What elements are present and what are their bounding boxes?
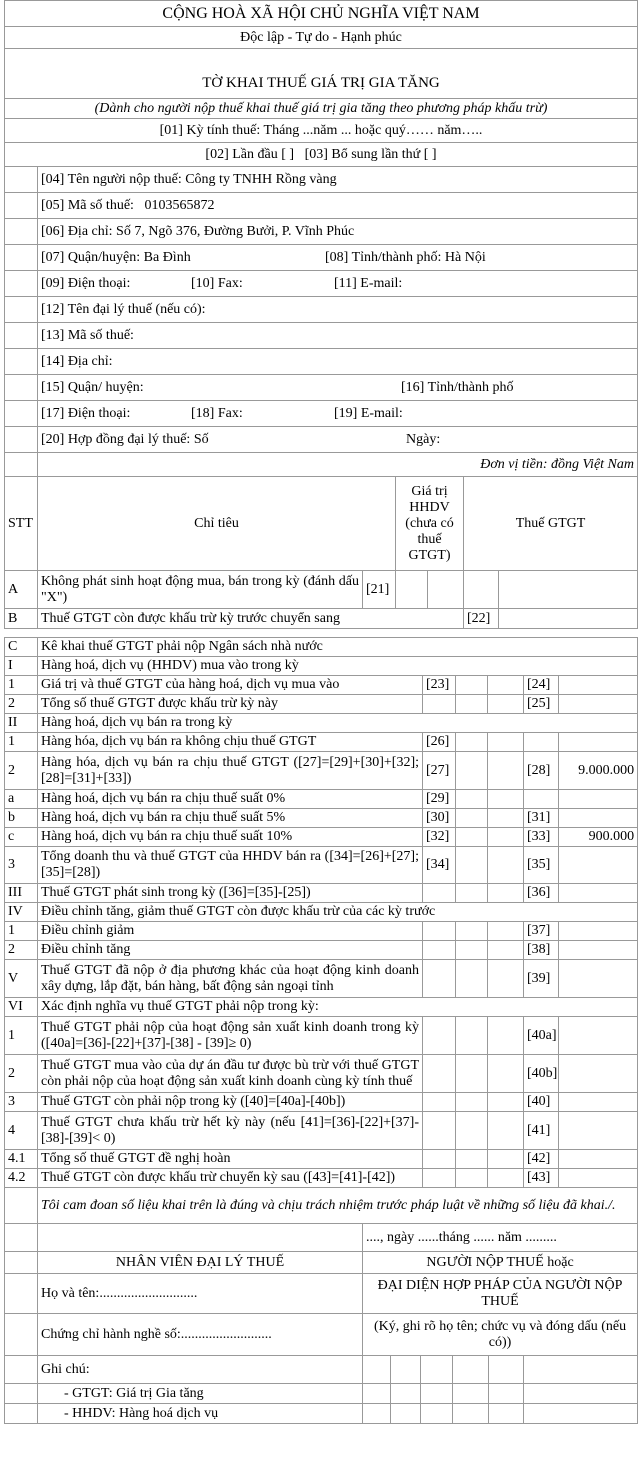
- row-stt: b: [5, 809, 38, 828]
- row-value-amount[interactable]: [488, 941, 524, 960]
- row-code2: [33]: [524, 828, 559, 847]
- row-code1: [423, 695, 456, 714]
- row-value-box[interactable]: [456, 752, 488, 790]
- row-vat-amount[interactable]: [559, 1169, 638, 1188]
- table-row: [5, 657, 638, 676]
- row-value-amount[interactable]: [488, 752, 524, 790]
- table-row: [5, 695, 638, 714]
- agent-location-row: [38, 375, 638, 401]
- row-vat-amount[interactable]: [559, 922, 638, 941]
- row-stt: a: [5, 790, 38, 809]
- row-vat-amount[interactable]: [559, 884, 638, 903]
- taxpayer-location-row: [38, 245, 638, 271]
- row-label: Tổng số thuế GTGT đề nghị hoàn: [38, 1150, 423, 1169]
- table-row: [5, 1017, 638, 1055]
- row-value-amount[interactable]: [488, 922, 524, 941]
- row-value-amount[interactable]: [488, 847, 524, 884]
- agent-tax-code: [13] Mã số thuế:: [38, 323, 638, 349]
- table-row: [5, 922, 638, 941]
- row-stt: 4.1: [5, 1150, 38, 1169]
- row-stt: IV: [5, 903, 38, 922]
- row-code2: [524, 733, 559, 752]
- table-row: [5, 847, 638, 884]
- row-label: Điều chỉnh tăng, giảm thuế GTGT còn được khấu trừ của các kỳ trước: [38, 903, 638, 922]
- row-value-amount[interactable]: [488, 733, 524, 752]
- row-label: Hàng hóa, dịch vụ bán ra chịu thuế GTGT ([27]=[29]+[30]+[32]; [28]=[31]+[33]): [38, 752, 423, 790]
- row-code2: [36]: [524, 884, 559, 903]
- row-vat-amount[interactable]: [559, 1093, 638, 1112]
- row-value-amount[interactable]: [488, 1017, 524, 1055]
- row-value-amount[interactable]: [488, 828, 524, 847]
- agent-name: [12] Tên đại lý thuế (nếu có):: [38, 297, 638, 323]
- table-row: [5, 941, 638, 960]
- row-code1: [23]: [423, 676, 456, 695]
- row-vat-amount[interactable]: [559, 1055, 638, 1093]
- row-value-amount[interactable]: [488, 1055, 524, 1093]
- row-value-amount[interactable]: [488, 809, 524, 828]
- row-value-box[interactable]: [396, 571, 428, 609]
- row-label: Điều chỉnh tăng: [38, 941, 423, 960]
- row-label: Hàng hoá, dịch vụ bán ra trong kỳ: [38, 714, 638, 733]
- signing-date[interactable]: ...., ngày ......tháng ...... năm .........: [363, 1224, 638, 1252]
- row-code2: [28]: [524, 752, 559, 790]
- row-code1: [27]: [423, 752, 456, 790]
- motto: Độc lập - Tự do - Hạnh phúc: [5, 27, 638, 49]
- row-code1: [26]: [423, 733, 456, 752]
- row-value-amount[interactable]: [488, 1150, 524, 1169]
- row-stt: 1: [5, 733, 38, 752]
- row-code1: [423, 1112, 456, 1150]
- legal-representative-heading: ĐẠI DIỆN HỢP PHÁP CỦA NGƯỜI NỘP THUẾ: [363, 1274, 638, 1314]
- row-label: Thuế GTGT mua vào của dự án đầu tư được bù trừ với thuế GTGT còn phải nộp của hoạt động sản xuất kinh doanh cùng kỳ tính thuế: [38, 1055, 423, 1093]
- row-stt: c: [5, 828, 38, 847]
- row-vat-amount[interactable]: [559, 695, 638, 714]
- table-row: [5, 1093, 638, 1112]
- signature-instructions: (Ký, ghi rõ họ tên; chức vụ và đóng dấu (nếu có)): [363, 1314, 638, 1356]
- taxpayer-name: [04] Tên người nộp thuế: Công ty TNHH Rồng vàng: [38, 167, 638, 193]
- row-vat-amount[interactable]: [499, 609, 638, 629]
- row-stt: III: [5, 884, 38, 903]
- row-value-amount[interactable]: [488, 1112, 524, 1150]
- column-header-vat: Thuế GTGT: [464, 477, 638, 571]
- table-row: [5, 638, 638, 657]
- form-header-table: [4, 0, 638, 629]
- row-code2: [524, 790, 559, 809]
- row-code2: [38]: [524, 941, 559, 960]
- agent-contract-date: Ngày:: [406, 431, 441, 447]
- table-row: [5, 752, 638, 790]
- row-vat-amount[interactable]: [559, 733, 638, 752]
- row-value-box[interactable]: [456, 1055, 488, 1093]
- row-stt: 3: [5, 847, 38, 884]
- table-row: [5, 1055, 638, 1093]
- row-code2: [24]: [524, 676, 559, 695]
- form-body-table: [4, 637, 638, 1188]
- row-value-box[interactable]: [456, 960, 488, 998]
- row-value-box[interactable]: [456, 790, 488, 809]
- row-stt: B: [5, 609, 38, 629]
- currency-note: Đơn vị tiền: đồng Việt Nam: [38, 453, 638, 477]
- form-signature-table: [4, 1187, 638, 1424]
- row-code2: [40]: [524, 1093, 559, 1112]
- row-vat-amount[interactable]: [559, 1112, 638, 1150]
- form-subtitle: (Dành cho người nộp thuế khai thuế giá trị gia tăng theo phương pháp khấu trừ): [5, 99, 638, 119]
- agent-contact-row: [38, 401, 638, 427]
- row-value-box[interactable]: [456, 1112, 488, 1150]
- row-value-box[interactable]: [456, 922, 488, 941]
- row-code1: [423, 1150, 456, 1169]
- tax-code-label: [05] Mã số thuế:: [41, 197, 134, 213]
- row-stt: 1: [5, 922, 38, 941]
- row-stt: V: [5, 960, 38, 998]
- row-code1: [34]: [423, 847, 456, 884]
- taxpayer-contact-row: [38, 271, 638, 297]
- row-code1: [29]: [423, 790, 456, 809]
- row-vat-amount[interactable]: [559, 1017, 638, 1055]
- row-value-box[interactable]: [456, 941, 488, 960]
- row-vat-amount[interactable]: [559, 676, 638, 695]
- row-value-box[interactable]: [456, 1169, 488, 1188]
- row-stt: 3: [5, 1093, 38, 1112]
- row-value-amount[interactable]: [488, 695, 524, 714]
- row-code2: [43]: [524, 1169, 559, 1188]
- notes-title: Ghi chú:: [38, 1356, 363, 1384]
- staff-full-name[interactable]: Họ và tên:............................: [38, 1274, 363, 1314]
- row-code1: [423, 1169, 456, 1188]
- row-label: Xác định nghĩa vụ thuế GTGT phải nộp trong kỳ:: [38, 998, 638, 1017]
- row-value-box[interactable]: [456, 809, 488, 828]
- table-row: [5, 790, 638, 809]
- row-code2: [31]: [524, 809, 559, 828]
- table-row: [5, 809, 638, 828]
- row-stt: II: [5, 714, 38, 733]
- table-row: [5, 998, 638, 1017]
- agent-phone: [17] Điện thoại:: [41, 405, 131, 421]
- row-code1: [423, 884, 456, 903]
- table-row: [5, 1112, 638, 1150]
- row-code2: [25]: [524, 695, 559, 714]
- row-stt: 2: [5, 941, 38, 960]
- tax-period: [01] Kỳ tính thuế: Tháng ...năm ... hoặc quý…… năm…..: [5, 119, 638, 143]
- row-vat-amount[interactable]: [559, 809, 638, 828]
- note-gtgt: - GTGT: Giá trị Gia tăng: [38, 1384, 363, 1404]
- agent-district: [15] Quận/ huyện:: [41, 379, 144, 395]
- row-code1: [423, 1093, 456, 1112]
- row-stt: C: [5, 638, 38, 657]
- row-code1: [423, 922, 456, 941]
- row-label: Giá trị và thuế GTGT của hàng hoá, dịch vụ mua vào: [38, 676, 423, 695]
- taxpayer-district: [07] Quận/huyện: Ba Đình: [41, 249, 191, 265]
- row-stt: 4.2: [5, 1169, 38, 1188]
- note-hhdv: - HHDV: Hàng hoá dịch vụ: [38, 1404, 363, 1424]
- row-stt: A: [5, 571, 38, 609]
- row-vat-amount[interactable]: [559, 847, 638, 884]
- table-row: [5, 1169, 638, 1188]
- row-stt: I: [5, 657, 38, 676]
- row-vat-amount[interactable]: 9.000.000: [559, 752, 638, 790]
- taxpayer-tax-code-row: [38, 193, 638, 219]
- declaration-statement: Tôi cam đoan số liệu khai trên là đúng và chịu trách nhiệm trước pháp luật về những số liệu đã khai./.: [38, 1188, 638, 1224]
- row-vat-amount[interactable]: [559, 790, 638, 809]
- form-title: TỜ KHAI THUẾ GIÁ TRỊ GIA TĂNG: [5, 49, 638, 99]
- row-label: Hàng hóa, dịch vụ bán ra không chịu thuế GTGT: [38, 733, 423, 752]
- row-label: Không phát sinh hoạt động mua, bán trong kỳ (đánh dấu "X"): [38, 571, 363, 609]
- agent-province: [16] Tỉnh/thành phố: [401, 379, 514, 395]
- row-value-amount[interactable]: [488, 960, 524, 998]
- row-label: Thuế GTGT đã nộp ở địa phương khác của hoạt động kinh doanh xây dựng, lắp đặt, bán hàng, bất động sản ngoại tỉnh: [38, 960, 423, 998]
- row-code2: [37]: [524, 922, 559, 941]
- row-code1: [32]: [423, 828, 456, 847]
- row-code2: [22]: [464, 609, 499, 629]
- table-row: [5, 571, 638, 609]
- row-vat-amount[interactable]: [559, 960, 638, 998]
- taxpayer-fax: [10] Fax:: [191, 275, 243, 291]
- table-row: [5, 676, 638, 695]
- row-label: Kê khai thuế GTGT phải nộp Ngân sách nhà nước: [38, 638, 638, 657]
- row-stt: 1: [5, 1017, 38, 1055]
- staff-certificate-number[interactable]: Chứng chỉ hành nghề số:..........................: [38, 1314, 363, 1356]
- row-value-box[interactable]: [456, 1017, 488, 1055]
- row-value-box[interactable]: [456, 847, 488, 884]
- row-label: Thuế GTGT chưa khấu trừ hết kỳ này (nếu [41]=[36]-[22]+[37]-[38]-[39]< 0): [38, 1112, 423, 1150]
- row-code1: [423, 1017, 456, 1055]
- row-stt: 2: [5, 1055, 38, 1093]
- table-row: [5, 714, 638, 733]
- agent-contract: [20] Hợp đồng đại lý thuế: Số: [41, 431, 209, 447]
- row-label: Tổng doanh thu và thuế GTGT của HHDV bán ra ([34]=[26]+[27]; [35]=[28]): [38, 847, 423, 884]
- row-label: Hàng hoá, dịch vụ bán ra chịu thuế suất 10%: [38, 828, 423, 847]
- row-label: Điều chỉnh giảm: [38, 922, 423, 941]
- row-code2: [40a]: [524, 1017, 559, 1055]
- table-row: [5, 903, 638, 922]
- row-label: Thuế GTGT phát sinh trong kỳ ([36]=[35]-[25]): [38, 884, 423, 903]
- column-header-stt: STT: [5, 477, 38, 571]
- table-row: [5, 1150, 638, 1169]
- row-value-amount[interactable]: [488, 790, 524, 809]
- row-value-amount[interactable]: [488, 884, 524, 903]
- row-value-box[interactable]: [456, 695, 488, 714]
- row-label: Thuế GTGT còn được khấu trừ chuyển kỳ sau ([43]=[41]-[42]): [38, 1169, 423, 1188]
- agent-fax: [18] Fax:: [191, 405, 243, 421]
- row-code2: [39]: [524, 960, 559, 998]
- row-stt: VI: [5, 998, 38, 1017]
- row-label: Hàng hoá, dịch vụ (HHDV) mua vào trong kỳ: [38, 657, 638, 676]
- row-code2: [40b]: [524, 1055, 559, 1093]
- row-value-amount[interactable]: [488, 676, 524, 695]
- table-row: [5, 609, 638, 629]
- agent-email: [19] E-mail:: [334, 405, 403, 421]
- row-value-box[interactable]: [456, 1093, 488, 1112]
- row-code2: [42]: [524, 1150, 559, 1169]
- first-time-field[interactable]: [02] Lần đầu [ ]: [205, 146, 295, 162]
- row-vat-amount[interactable]: 900.000: [559, 828, 638, 847]
- column-header-indicator: Chỉ tiêu: [38, 477, 396, 571]
- row-value-box[interactable]: [456, 733, 488, 752]
- row-code1: [423, 941, 456, 960]
- table-row: [5, 884, 638, 903]
- agent-address: [14] Địa chỉ:: [38, 349, 638, 375]
- tax-code-value: 0103565872: [144, 197, 215, 213]
- row-value-amount[interactable]: [488, 1093, 524, 1112]
- row-label: Tổng số thuế GTGT được khấu trừ kỳ này: [38, 695, 423, 714]
- row-value-box[interactable]: [456, 884, 488, 903]
- row-code1: [423, 1055, 456, 1093]
- row-code2: [35]: [524, 847, 559, 884]
- supplement-field[interactable]: [03] Bổ sung lần thứ [ ]: [304, 146, 437, 162]
- row-value-box[interactable]: [456, 828, 488, 847]
- row-stt: 2: [5, 695, 38, 714]
- row-vat-amount[interactable]: [559, 941, 638, 960]
- table-row: [5, 828, 638, 847]
- row-value-box[interactable]: [456, 1150, 488, 1169]
- table-row: [5, 733, 638, 752]
- row-code1: [21]: [363, 571, 396, 609]
- taxpayer-phone: [09] Điện thoại:: [41, 275, 131, 291]
- row-code2: [41]: [524, 1112, 559, 1150]
- column-header-value: Giá trị HHDV (chưa có thuế GTGT): [396, 477, 464, 571]
- row-stt: 2: [5, 752, 38, 790]
- taxpayer-address: [06] Địa chỉ: Số 7, Ngõ 376, Đường Bưởi, P. Vĩnh Phúc: [38, 219, 638, 245]
- row-label: Hàng hoá, dịch vụ bán ra chịu thuế suất 5%: [38, 809, 423, 828]
- row-code1: [423, 960, 456, 998]
- agent-staff-heading: NHÂN VIÊN ĐẠI LÝ THUẾ: [38, 1252, 363, 1274]
- table-row: [5, 960, 638, 998]
- row-vat-amount[interactable]: [559, 1150, 638, 1169]
- taxpayer-heading: NGƯỜI NỘP THUẾ hoặc: [363, 1252, 638, 1274]
- vat-declaration-form: [4, 0, 637, 1424]
- row-label: Thuế GTGT phải nộp của hoạt động sản xuất kinh doanh trong kỳ ([40a]=[36]-[22]+[37]-[38] - [39]≥ 0): [38, 1017, 423, 1055]
- row-label: Thuế GTGT còn được khấu trừ kỳ trước chuyển sang: [38, 609, 464, 629]
- agent-contract-row: [38, 427, 638, 453]
- row-label: Thuế GTGT còn phải nộp trong kỳ ([40]=[40a]-[40b]): [38, 1093, 423, 1112]
- row-stt: 1: [5, 676, 38, 695]
- submission-type: [5, 143, 638, 167]
- row-value-box[interactable]: [456, 676, 488, 695]
- taxpayer-email: [11] E-mail:: [334, 275, 403, 291]
- row-label: Hàng hoá, dịch vụ bán ra chịu thuế suất 0%: [38, 790, 423, 809]
- row-value-amount[interactable]: [488, 1169, 524, 1188]
- country-name: CỘNG HOÀ XÃ HỘI CHỦ NGHĨA VIỆT NAM: [5, 1, 638, 27]
- taxpayer-province: [08] Tỉnh/thành phố: Hà Nội: [325, 249, 486, 265]
- row-stt: 4: [5, 1112, 38, 1150]
- row-code1: [30]: [423, 809, 456, 828]
